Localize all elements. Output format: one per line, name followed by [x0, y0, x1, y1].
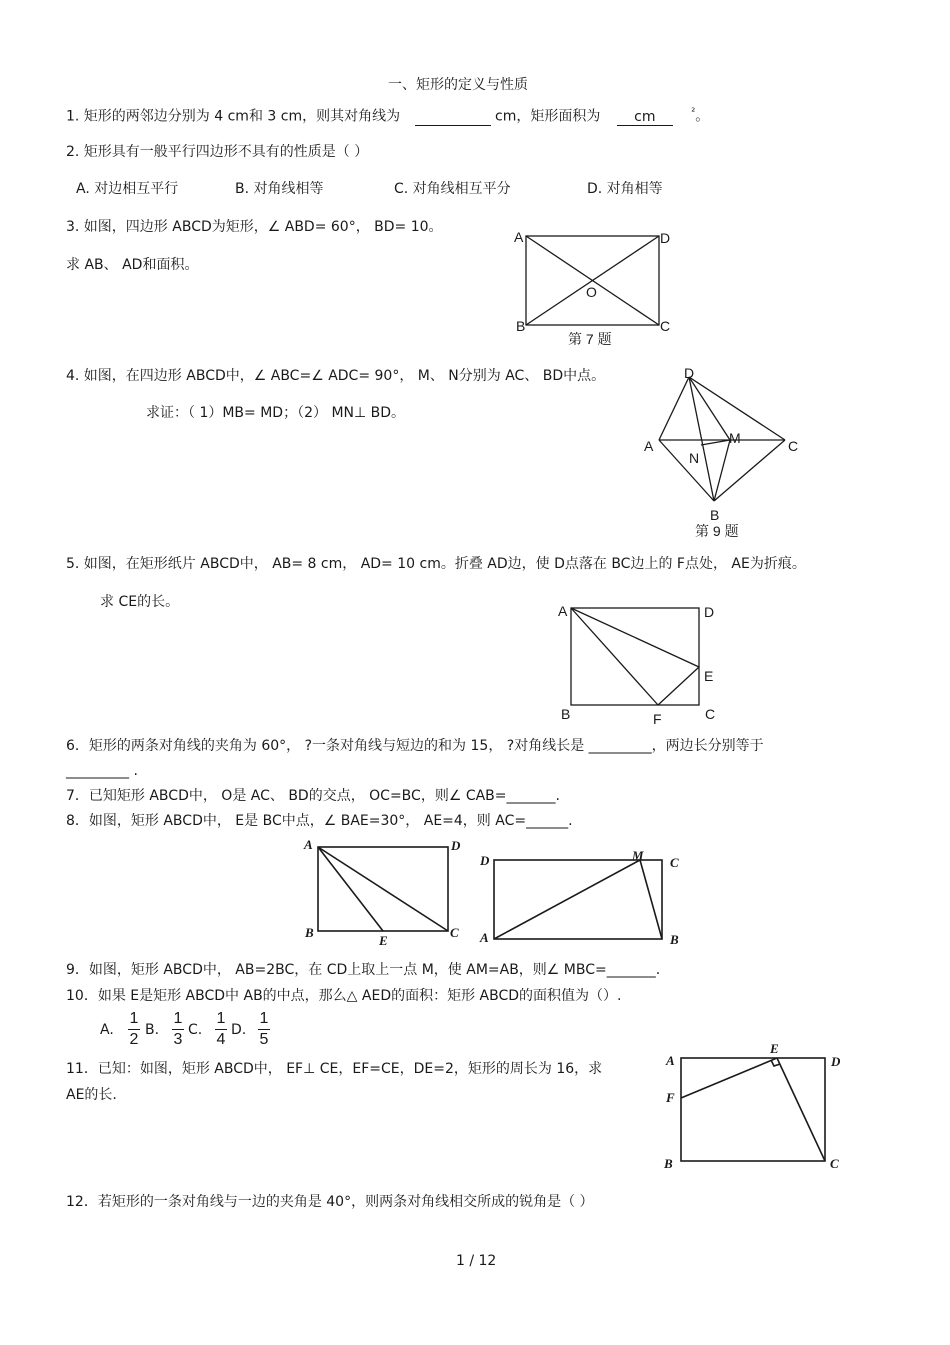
fig11-rectangle — [681, 1058, 825, 1161]
fig7-label-d: D — [660, 230, 671, 246]
q1-text-a: 1. 矩形的两邻边分别为 4 cm和 3 cm，则其对角线为 — [66, 108, 401, 125]
fig11-label-b: B — [664, 1156, 673, 1171]
fig11-label-c: C — [830, 1156, 839, 1171]
fig8-label-b: B — [305, 925, 314, 940]
q10-option-d: D. — [231, 1022, 247, 1038]
question-1 — [66, 104, 709, 126]
fig9b-rectangle — [494, 860, 662, 939]
fraction-numerator: 1 — [173, 1010, 183, 1027]
fig11-label-f: F — [666, 1090, 675, 1105]
q1-unit: cm — [634, 108, 656, 125]
q2-option-b: B. 对角线相等 — [235, 181, 324, 197]
question-6: 6．矩形的两条对角线的夹角为 60°， ?一条对角线与短边的和为 15， ?对角线长是 _________，两边长分别等于 — [66, 738, 764, 754]
fig8-diagonal-ac — [318, 847, 448, 931]
page-number: 1 / 12 — [456, 1253, 497, 1269]
fraction-numerator: 1 — [259, 1010, 269, 1027]
fig7-label-a: A — [514, 229, 524, 245]
fig11-label-e: E — [770, 1041, 779, 1056]
fig8-label-a: A — [304, 837, 313, 852]
fig5-seg-af — [571, 608, 658, 705]
q1-blank-area — [617, 109, 673, 126]
fig5-label-f: F — [653, 711, 662, 727]
q10-option-a: A. — [100, 1022, 114, 1038]
q10-fraction-c — [215, 1010, 227, 1049]
fig5-label-b: B — [561, 706, 571, 722]
question-7: 7．已知矩形 ABCD中， O是 AC、 BD的交点， OC=BC，则∠ CAB=_______. — [66, 788, 560, 804]
fig9-seg-ab — [659, 440, 714, 501]
fig9-caption: 第 9 题 — [695, 523, 739, 539]
figure-9 — [640, 365, 810, 540]
figure-8 — [298, 835, 473, 950]
figure-11 — [655, 1038, 850, 1173]
question-5-ask: 求 CE的长。 — [100, 594, 180, 610]
fig5-label-c: C — [705, 706, 716, 722]
fig9b-label-b: B — [670, 932, 679, 947]
fig8-seg-ae — [318, 847, 383, 931]
q10-option-b: B. — [145, 1022, 160, 1038]
fig9b-label-d: D — [480, 853, 490, 868]
fraction-numerator: 1 — [129, 1010, 139, 1027]
fig5-rectangle — [571, 608, 699, 705]
question-4: 4. 如图，在四边形 ABCD中，∠ ABC=∠ ADC= 90°， M、 N分别为 AC、 BD中点。 — [66, 368, 606, 384]
question-10: 10．如果 E是矩形 ABCD中 AB的中点，那么△ AED的面积：矩形 ABCD的面积值为（）. — [66, 988, 622, 1004]
question-12: 12．若矩形的一条对角线与一边的夹角是 40°，则两条对角线相交所成的锐角是（ ） — [66, 1194, 594, 1210]
fig11-seg-ec — [777, 1058, 825, 1161]
q2-option-d: D. 对角相等 — [587, 181, 663, 197]
fig9-label-b: B — [710, 507, 720, 523]
question-3-ask: 求 AB、 AD和面积。 — [66, 257, 199, 273]
fig9b-label-c: C — [670, 855, 679, 870]
fig5-label-d: D — [704, 604, 715, 620]
fig8-label-e: E — [379, 933, 388, 948]
fig9-seg-cb — [714, 440, 785, 501]
fig9b-label-a: A — [480, 930, 489, 945]
figure-5 — [555, 600, 725, 730]
fig11-label-d: D — [831, 1054, 841, 1069]
fig9b-seg-am — [494, 860, 640, 939]
question-6-cont: _________ . — [66, 763, 138, 779]
fig9-seg-mn — [701, 440, 730, 445]
fig9-label-c: C — [788, 438, 799, 454]
figure-9b — [474, 845, 699, 950]
q10-fraction-b — [172, 1010, 184, 1049]
fig8-label-d: D — [451, 838, 461, 853]
fraction-numerator: 1 — [216, 1010, 226, 1027]
q10-option-c: C. — [188, 1022, 203, 1038]
q1-superscript: ² — [691, 107, 696, 118]
question-11: 11．已知：如图，矩形 ABCD中， EF⊥ CE，EF=CE，DE=2，矩形的周长为 16，求 — [66, 1061, 603, 1077]
question-5: 5. 如图，在矩形纸片 ABCD中， AB= 8 cm， AD= 10 cm。折叠 AD边，使 D点落在 BC边上的 F点处， AE为折痕。 — [66, 556, 806, 572]
q10-fraction-a — [128, 1010, 140, 1049]
fraction-denominator: 2 — [129, 1031, 139, 1048]
fig5-fold-ae — [571, 608, 699, 667]
q1-text-b: cm，矩形面积为 — [495, 108, 601, 125]
question-9: 9．如图，矩形 ABCD中， AB=2BC，在 CD上取上一点 M，使 AM=AB，则∠ MBC=_______. — [66, 962, 661, 978]
q2-option-c: C. 对角线相互平分 — [394, 181, 511, 197]
page-title: 一、矩形的定义与性质 — [388, 77, 528, 93]
q10-fraction-d — [258, 1010, 270, 1049]
fig9-label-n: N — [689, 450, 700, 466]
fig5-label-a: A — [558, 603, 568, 619]
question-4-prove: 求证：（ 1）MB= MD；（2） MN⊥ BD。 — [146, 405, 406, 421]
fig9b-label-m: M — [632, 848, 644, 863]
fig11-label-a: A — [666, 1053, 675, 1068]
fig9-label-m: M — [729, 430, 741, 446]
fig5-seg-fe — [658, 667, 699, 705]
fig9-label-d: D — [684, 365, 695, 381]
q1-end: 。 — [695, 108, 710, 125]
fraction-denominator: 4 — [216, 1031, 226, 1048]
fig9-seg-da — [659, 377, 689, 440]
question-3: 3. 如图，四边形 ABCD为矩形，∠ ABD= 60°， BD= 10。 — [66, 219, 443, 235]
fig9b-seg-mb — [640, 860, 662, 939]
fig7-caption: 第 7 题 — [568, 331, 612, 347]
fig9-seg-mb — [714, 440, 730, 501]
fig7-label-c: C — [660, 318, 671, 334]
question-11-cont: AE的长. — [66, 1087, 117, 1103]
fig7-label-o: O — [586, 284, 597, 300]
fraction-denominator: 3 — [173, 1031, 183, 1048]
fig11-seg-fe — [681, 1058, 777, 1098]
fig8-label-c: C — [450, 925, 459, 940]
question-8: 8．如图，矩形 ABCD中， E是 BC中点，∠ BAE=30°， AE=4，则 AC=______. — [66, 813, 573, 829]
fraction-denominator: 5 — [259, 1031, 269, 1048]
q2-option-a: A. 对边相互平行 — [76, 181, 179, 197]
q1-blank-diagonal — [415, 109, 491, 126]
fig5-label-e: E — [704, 668, 714, 684]
fig7-label-b: B — [516, 318, 526, 334]
fig9-label-a: A — [644, 438, 654, 454]
question-2: 2. 矩形具有一般平行四边形不具有的性质是（ ） — [66, 144, 369, 160]
figure-7 — [505, 225, 690, 350]
